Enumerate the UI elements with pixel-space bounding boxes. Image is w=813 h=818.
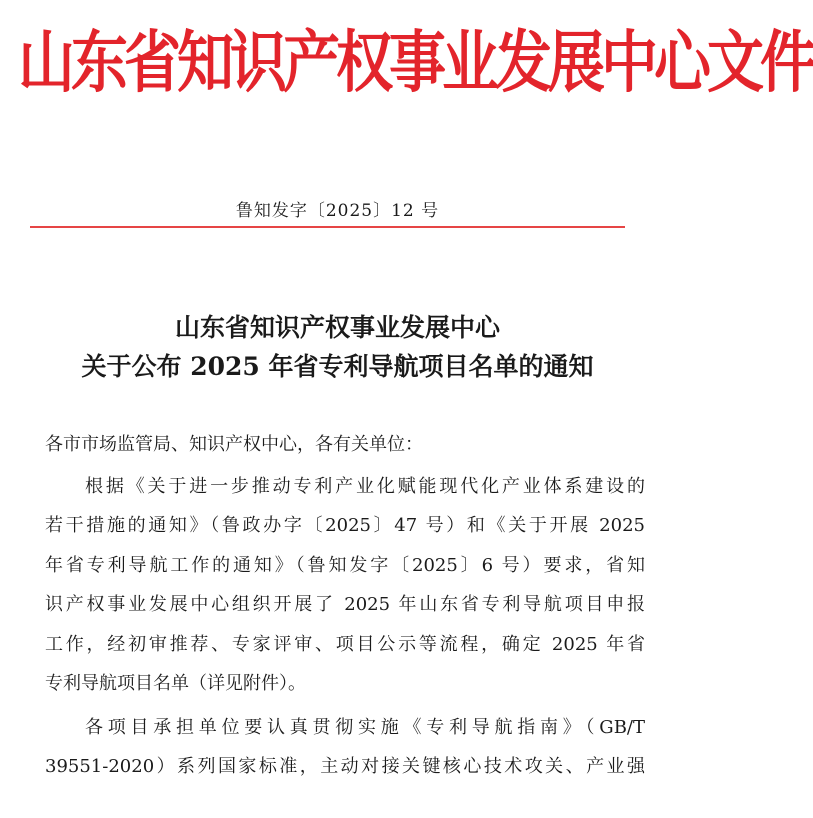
paragraph-1-line: 识产权事业发展中心组织开展了 2025 年山东省专利导航项目申报 (45, 594, 645, 615)
notice-title-line-2: 关于公布 2025 年省专利导航项目名单的通知 (81, 352, 594, 381)
paragraph-1-line: 根据《关于进一步推动专利产业化赋能现代化产业体系建设的 (85, 476, 645, 497)
red-divider-line (30, 226, 625, 228)
paragraph-1-line: 工作，经初审推荐、专家评审、项目公示等流程，确定 2025 年省 (45, 634, 645, 655)
paragraph-2-line: 39551-2020）系列国家标准，主动对接关键核心技术攻关、产业强 (45, 756, 645, 777)
notice-title-line-1: 山东省知识产权事业发展中心 (174, 313, 500, 342)
letterhead-title: 山东省知识产权事业发展中心文件 (18, 24, 813, 102)
paragraph-1-line: 若干措施的通知》（鲁政办字〔2025〕47 号）和《关于开展 2025 (45, 515, 645, 536)
salutation: 各市市场监管局、知识产权中心，各有关单位： (45, 434, 423, 455)
paragraph-2-line: 各项目承担单位要认真贯彻实施《专利导航指南》（GB/T (85, 717, 645, 738)
paragraph-1-line: 专利导航项目名单（详见附件）。 (45, 673, 306, 694)
document-number: 鲁知发字〔2025〕12 号 (235, 201, 440, 221)
paragraph-1-line: 年省专利导航工作的通知》（鲁知发字〔2025〕6 号）要求，省知 (45, 555, 645, 576)
